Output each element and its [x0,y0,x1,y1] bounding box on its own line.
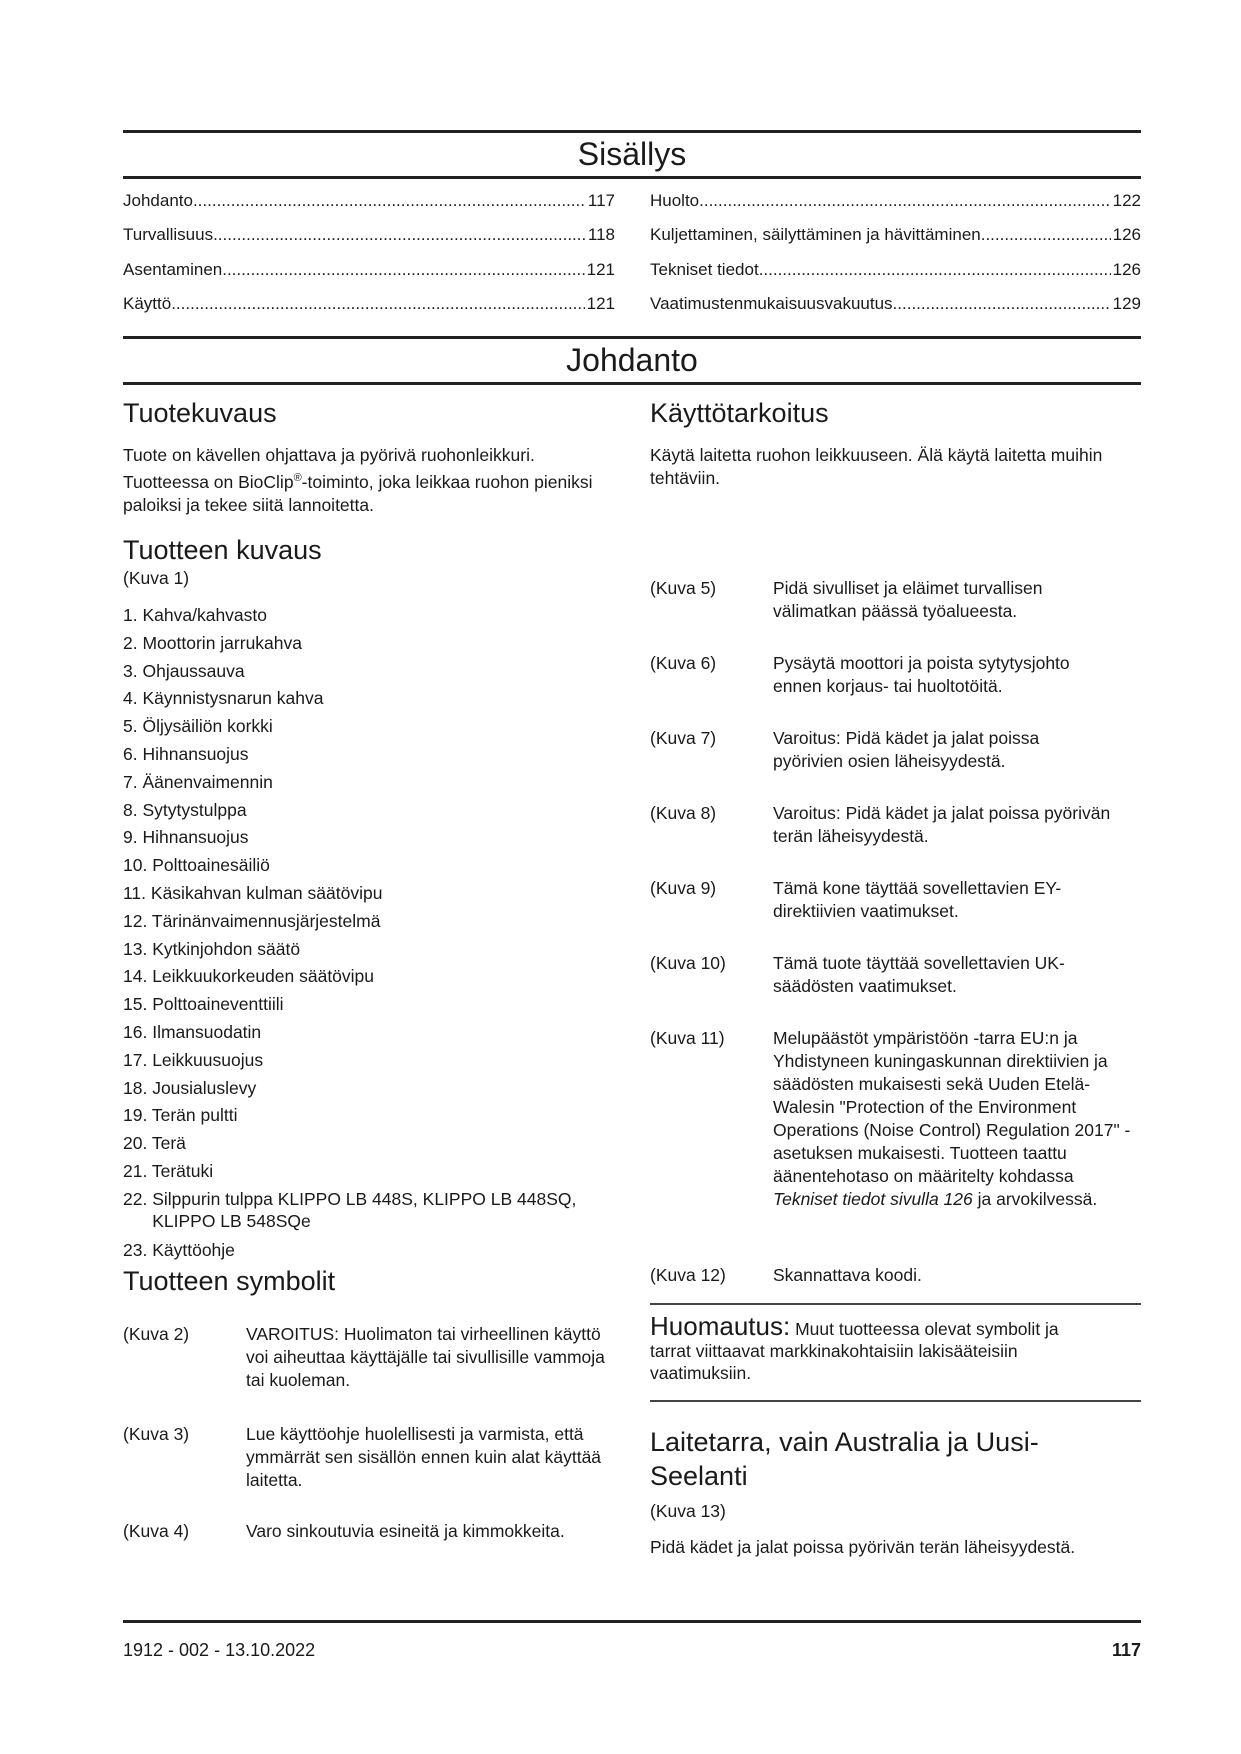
list-item: 2. Moottorin jarrukahva [123,632,303,653]
toc-entry[interactable] [650,225,1141,245]
list-item: 21. Terätuki [123,1160,214,1181]
toc-entry[interactable] [123,191,615,211]
list-item: 20. Terä [123,1133,186,1154]
toc-entry-page: 121 [586,260,615,279]
note-label: Huomautus: [650,1311,791,1341]
product-desc-text: Tuote on kävellen ohjattava ja pyörivä ruohonleikkuri. Tuotteessa on BioClip®-toiminto, joka leikkaa ruohon pieniksi paloiksi ja tekee siitä lannoitetta. [123,445,593,515]
toc-entry-label: Huolto [650,191,700,210]
symbol-ref: (Kuva 3) [123,1424,190,1444]
note-text: Muut tuotteessa olevat symbolit ja tarrat viittaavat markkinakohtaisiin lakisääteisiin vaatimuksiin. [650,1319,1059,1383]
purpose-heading: Käyttötarkoitus [650,398,829,428]
overview-heading: Tuotteen kuvaus [123,535,322,565]
toc-entry-label: Käyttö [123,294,172,313]
purpose-text: Käytä laitetta ruohon leikkuuseen. Älä käytä laitetta muihin tehtäviin. [650,445,1103,488]
symbol-ref: (Kuva 9) [650,878,717,898]
list-item: 1. Kahva/kahvasto [123,605,268,625]
symbol-desc: Tämä tuote täyttää sovellettavien UK-säädösten vaatimukset. [773,953,1065,996]
toc-entry-page: 121 [586,294,615,313]
intro-bottom-rule [123,382,1141,385]
toc-entry-page: 122 [1112,191,1141,210]
symbol-desc: Lue käyttöohje huolellisesti ja varmista, että ymmärrät sen sisällön ennen kuin alat käyttää laitetta. [246,1424,602,1490]
toc-entry-page: 126 [1112,260,1141,279]
note-top-rule [650,1303,1141,1305]
symbol-desc: Varoitus: Pidä kädet ja jalat poissa pyörivän terän läheisyydestä. [773,803,1111,846]
symbol-ref: (Kuva 8) [650,803,717,823]
symbol-desc: Pysäytä moottori ja poista sytytysjohto ennen korjaus- tai huoltotöitä. [773,653,1070,696]
list-item: 15. Polttoaineventtiili [123,994,284,1015]
symbols-heading: Tuotteen symbolit [123,1266,336,1296]
list-item: 3. Ohjaussauva [123,660,245,681]
toc-entry-label: Turvallisuus [123,225,214,244]
specs-link[interactable]: Tekniset tiedot sivulla 126 [773,1189,973,1209]
toc-entry[interactable] [123,294,615,314]
toc-entry-label: Vaatimustenmukaisuusvakuutus [650,294,893,313]
list-item: 16. Ilmansuodatin [123,1021,262,1042]
footer-doc-id: 1912 - 002 - 13.10.2022 [123,1640,316,1660]
list-item: 12. Tärinänvaimennusjärjestelmä [123,910,381,931]
list-item: 17. Leikkuusuojus [123,1049,264,1070]
overview-figure-ref: (Kuva 1) [123,568,190,588]
list-item: 8. Sytytystulppa [123,799,247,820]
product-desc-heading: Tuotekuvaus [123,398,277,428]
symbol-desc: Varoitus: Pidä kädet ja jalat poissa pyörivien osien läheisyydestä. [773,728,1040,771]
symbol-ref: (Kuva 11) [650,1028,725,1048]
symbol-desc: Pidä sivulliset ja eläimet turvallisen välimatkan päässä työalueesta. [773,578,1043,621]
toc-entry-label: Johdanto [123,191,193,210]
symbol-ref: (Kuva 2) [123,1324,190,1344]
list-item: 14. Leikkuukorkeuden säätövipu [123,966,375,987]
toc-entry[interactable] [123,260,615,280]
symbol-ref: (Kuva 10) [650,953,726,973]
intro-top-rule [123,336,1141,339]
toc-entry-label: Tekniset tiedot [650,260,759,279]
symbol-desc: Tämä kone täyttää sovellettavien EY-direktiivien vaatimukset. [773,878,1062,921]
symbol-ref: (Kuva 5) [650,578,717,598]
toc-entry[interactable] [650,260,1141,280]
symbol-ref: (Kuva 4) [123,1521,190,1541]
toc-entry-page: 126 [1112,225,1141,244]
symbol-ref: (Kuva 7) [650,728,717,748]
toc-title: Sisällys [577,136,687,172]
intro-title: Johdanto [566,342,698,378]
symbol-desc: Skannattava koodi. [773,1265,922,1285]
toc-entry[interactable] [123,225,615,245]
toc-entry-page: 118 [587,225,615,244]
list-item: 19. Terän pultti [123,1105,238,1126]
plate-text: Pidä kädet ja jalat poissa pyörivän terän läheisyydestä. [650,1537,1076,1557]
symbol-desc: Melupäästöt ympäristöön -tarra EU:n ja Yhdistyneen kuningaskunnan direktiivien ja säädösten mukaisesti sekä Uuden Etelä-Walesin "Protection of the Environment Operations (Noise Control) Regulation 2017" -asetuksen mukaisesti. Tuotteen taattu äänentehotaso on määritelty kohdassa Tekniset tiedot sivulla 126 ja arvokilvessä. [773,1028,1131,1209]
note-bottom-rule [650,1400,1141,1402]
symbol-desc: Varo sinkoutuvia esineitä ja kimmokkeita. [246,1521,565,1541]
symbol-ref: (Kuva 12) [650,1265,726,1285]
footer-page-number: 117 [1111,1640,1141,1660]
toc-top-rule [123,130,1141,133]
plate-heading: Laitetarra, vain Australia ja Uusi-Seelanti [650,1427,1039,1491]
list-item: 23. Käyttöohje [123,1239,235,1260]
toc-entry-label: Kuljettaminen, säilyttäminen ja hävittäminen [650,225,981,244]
symbol-ref: (Kuva 6) [650,653,717,673]
parts-list [123,604,582,1267]
toc-entry-label: Asentaminen [123,260,223,279]
toc-bottom-rule [123,176,1141,179]
toc-entry[interactable] [650,294,1141,314]
list-item: 18. Jousialuslevy [123,1077,257,1098]
list-item: 13. Kytkinjohdon säätö [123,938,301,959]
list-item: 11. Käsikahvan kulman säätövipu [123,882,383,903]
list-item: 5. Öljysäiliön korkki [123,716,273,737]
toc-entry-page: 129 [1112,294,1141,313]
list-item: 9. Hihnansuojus [123,827,249,848]
list-item: 7. Äänenvaimennin [123,771,273,792]
list-item: 4. Käynnistysnarun kahva [123,688,324,709]
toc-entry[interactable] [650,191,1141,211]
toc-entry-page: 117 [587,191,615,210]
list-item: 6. Hihnansuojus [123,743,249,764]
symbol-desc: VAROITUS: Huolimaton tai virheellinen käyttö voi aiheuttaa käyttäjälle tai sivullisille vammoja tai kuoleman. [246,1324,605,1390]
plate-figure-ref: (Kuva 13) [650,1501,726,1521]
list-item: 10. Polttoainesäiliö [123,855,270,876]
footer-rule [123,1620,1141,1623]
list-item: 22. Silppurin tulppa KLIPPO LB 448S, KLIPPO LB 448SQ, KLIPPO LB 548SQe [123,1188,577,1231]
note-box [650,1311,1090,1384]
